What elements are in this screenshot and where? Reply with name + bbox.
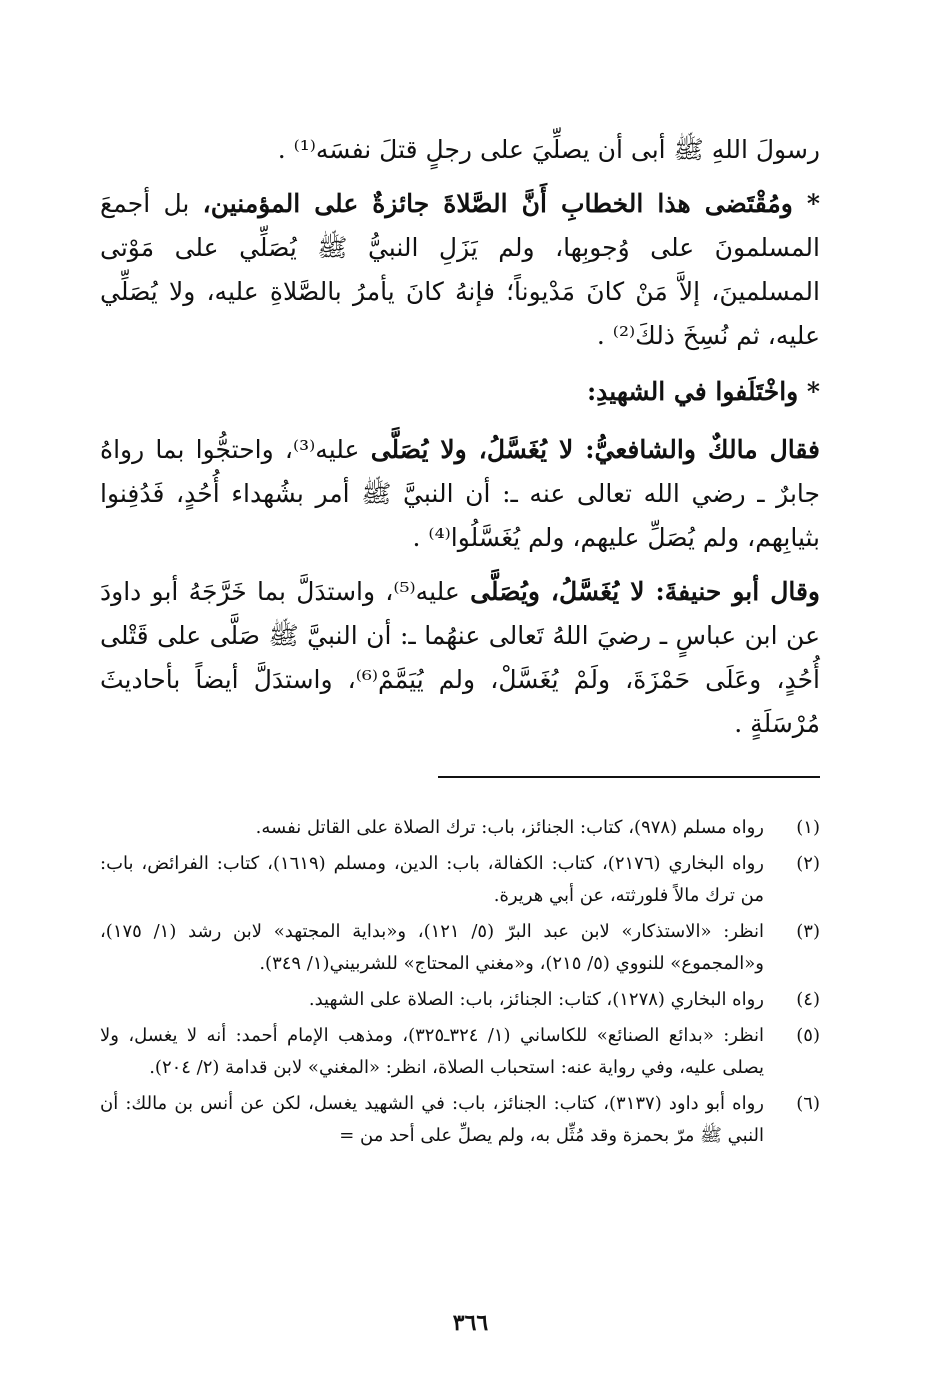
footnote-1 [100, 812, 820, 844]
paragraph-3-text: عليه⁽³⁾، واحتجُّوا بما رواهُ جابرٌ ـ رضي الله تعالى عنه ـ: أن النبيَّ ﷺ أمر بشُهداء أُحُدٍ، فَدُفِنوا بثيابِهم، ولم يُصَلِّ عليهم، ولم يُغَسَّلُوا⁽⁴⁾ . [100, 435, 820, 552]
paragraph-1-text: رسولَ اللهِ ﷺ أبى أن يصلِّيَ على رجلٍ قتلَ نفسَه⁽¹⁾ . [277, 135, 820, 164]
footnote-text: رواه البخاري (١٢٧٨)، كتاب: الجنائز، باب: الصلاة على الشهيد. [308, 989, 764, 1010]
paragraph-2 [100, 182, 820, 358]
paragraph-4-lead: وقال أبو حنيفةَ: لا يُغَسَّلُ، ويُصَلَّى [470, 577, 820, 606]
footnote-2 [100, 848, 820, 912]
footnote-number: (٦) [796, 1093, 820, 1114]
footnote-6 [100, 1088, 820, 1152]
paragraph-2-lead: * ومُقْتَضى هذا الخطابِ أَنَّ الصَّلاةَ جائزةٌ على المؤمنين، [202, 189, 820, 218]
footnote-text: انظر: «الاستذكار» لابن عبد البرّ (٥/ ١٢١)، و«بداية المجتهد» لابن رشد (١/ ١٧٥)، و«المجموع» للنووي (٥/ ٢١٥)، و«مغني المحتاج» للشربيني(١/ ٣٤٩). [100, 921, 765, 974]
footnote-number: (١) [796, 817, 820, 838]
main-text [100, 128, 820, 756]
section-heading: * واخْتَلَفوا في الشهيدِ: [586, 377, 820, 406]
footnote-separator [438, 776, 820, 778]
paragraph-3-lead: فقال مالكٌ والشافعيُّ: لا يُغَسَّلُ، ولا يُصَلَّى [370, 435, 820, 464]
footnote-text: رواه أبو داود (٣١٣٧)، كتاب: الجنائز، باب: في الشهيد يغسل، لكن عن أنس بن مالك: أن النبي ﷺ مرّ بحمزة وقد مُثِّل به، ولم يصلِّ على أحد من = [100, 1093, 764, 1146]
paragraph-1 [100, 128, 820, 172]
footnote-number: (٣) [796, 921, 820, 942]
paragraph-2-text: بل أجمعَ المسلمونَ على وُجوبِها، ولم يَزَلِ النبيُّ ﷺ يُصَلِّي على مَوْتى المسلمينَ، إلاَّ مَنْ كانَ مَدْيوناً؛ فإنهُ كانَ يأمرُ بالصَّلاةِ عليه، ولا يُصَلِّي عليه، ثم نُسِخَ ذلكَ⁽²⁾ . [100, 189, 820, 350]
paragraph-4-text: عليه⁽⁵⁾، واستدَلَّ بما خَرَّجَهُ أبو داودَ عن ابن عباسٍ ـ رضيَ اللهُ تَعالى عنهُما ـ: أن النبيَّ ﷺ صَلَّى على قَتْلى أُحُدٍ، وعَلَى حَمْزَةَ، ولَمْ يُغَسَّلْ، ولم يُيَمَّمْ⁽⁶⁾، واستدَلَّ أيضاً بأحاديثَ مُرْسَلَةٍ . [100, 577, 820, 738]
footnotes [100, 812, 820, 1156]
footnote-number: (٥) [796, 1025, 820, 1046]
paragraph-3 [100, 428, 820, 560]
footnote-4 [100, 984, 820, 1016]
footnote-5 [100, 1020, 820, 1084]
footnote-text: رواه مسلم (٩٧٨)، كتاب: الجنائز، باب: ترك الصلاة على القاتل نفسه. [255, 817, 764, 838]
page-number: ٣٦٦ [452, 1310, 489, 1336]
footnote-number: (٢) [796, 853, 820, 874]
footnote-text: انظر: «بدائع الصنائع» للكاساني (١/ ٣٢٤ـ٣٢٥)، ومذهب الإمام أحمد: أنه لا يغسل، ولا يصلى عليه، وفي رواية عنه: استحباب الصلاة، انظر: «المغني» لابن قدامة (٢/ ٢٠٤). [100, 1025, 764, 1078]
footnote-text: رواه البخاري (٢١٧٦)، كتاب: الكفالة، باب: الدين، ومسلم (١٦١٩)، كتاب: الفرائض، باب: من ترك مالاً فلورثته، عن أبي هريرة. [100, 853, 764, 906]
paragraph-4 [100, 570, 820, 746]
footnote-3 [100, 916, 820, 980]
footnote-number: (٤) [796, 989, 820, 1010]
